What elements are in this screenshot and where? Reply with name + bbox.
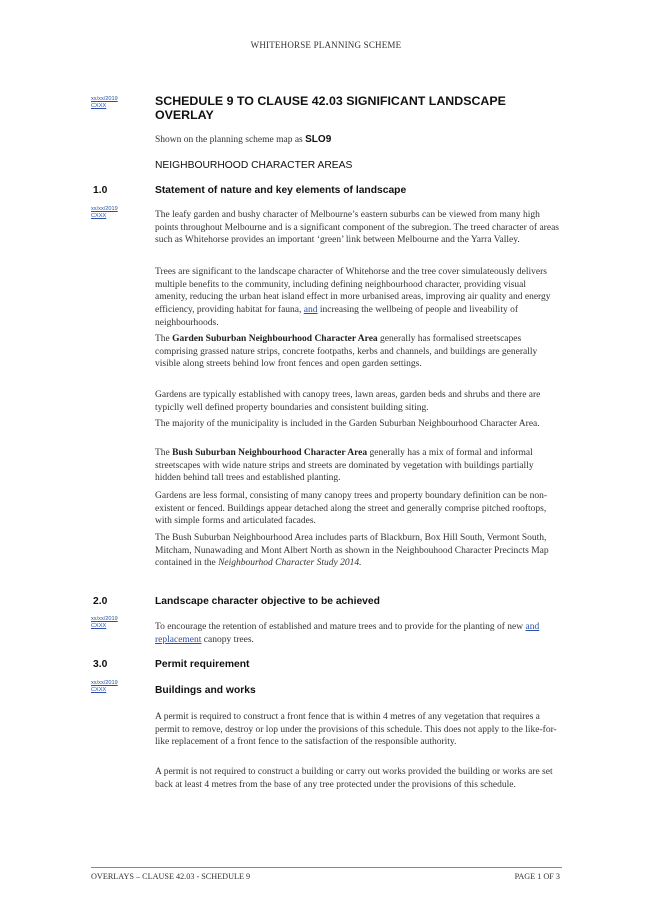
paragraph-text: To encourage the retention of established and mature trees and to provide for the planting of new [155,622,526,632]
stamp-ref[interactable]: CXXX [91,103,107,109]
map-note [155,134,560,147]
stamp-date[interactable]: xx/xx/2019 [91,206,118,212]
paragraph-text: The [155,334,173,344]
paragraph-text: The [155,448,173,458]
paragraph: A permit is not required to construct a building or carry out works provided the building or works are set back at least 4 metres from the base of any tree protected under the provisions of this schedule. [155,767,553,790]
paragraph: Gardens are less formal, consisting of many canopy trees and property boundary definition can be non-existent or fenced. Buildings appear detached along the street and generally comprise pitched rooftops, with simple forms and articulated facades. [155,491,548,527]
inline-link[interactable]: and replacement [155,622,540,645]
footer-left: OVERLAYS – CLAUSE 42.03 - SCHEDULE 9 [91,872,251,881]
amendment-stamp[interactable] [91,616,118,630]
paragraph-text: Trees are significant to the landscape character of Whitehorse and the tree cover simulateously delivers multiple benefits to the community, including defining neighbourhood character, providing visual amenity, reducing the urban heat island effect in more urbanised areas, improving air quality and energy efficiency, providing habitat for fauna, [155,267,551,316]
section-1-number: 1.0 [93,185,108,196]
section-3-heading: Permit requirement [155,659,250,670]
stamp-date[interactable]: xx/xx/2019 [91,616,118,622]
amendment-stamp[interactable] [91,206,118,220]
amendment-stamp[interactable] [91,96,118,110]
section-1-heading: Statement of nature and key elements of landscape [155,185,407,196]
inline-link[interactable]: and [303,305,318,316]
stamp-ref[interactable]: CXXX [91,213,107,219]
bold-term: Garden Suburban Neighbourhood Character Area [172,334,378,344]
page-number: PAGE 1 OF 3 [514,872,560,881]
document-title: SCHEDULE 9 TO CLAUSE 42.03 SIGNIFICANT LANDSCAPE OVERLAY [155,94,506,122]
paragraph [155,621,560,646]
map-note-text: Shown on the planning scheme map as [155,135,306,145]
paragraph: A permit is required to construct a front fence that is within 4 metres of any vegetation that requires a permit to remove, destroy or lop under the provisions of this schedule. This does not apply to the like-for-like replacement of a front fence to the satisfaction of the responsible authority. [155,712,557,748]
stamp-ref[interactable]: CXXX [91,623,107,629]
paragraph [155,266,560,330]
subtitle: NEIGHBOURHOOD CHARACTER AREAS [155,160,353,171]
footer-divider [91,867,562,868]
section-2-heading: Landscape character objective to be achieved [155,596,380,607]
paragraph: The leafy garden and bushy character of Melbourne’s eastern suburbs can be viewed from many high points throughout Melbourne and is a significant component of the subregion. The treed character of areas such as Whitehorse provides an important ‘green’ link between Melbourne and the Yarra Valley. [155,210,559,246]
paragraph-text: canopy trees. [201,634,254,645]
stamp-date[interactable]: xx/xx/2019 [91,96,118,102]
amendment-stamp[interactable] [91,680,118,694]
paragraph [155,333,560,371]
paragraph-text: generally has formalised streetscapes comprising grassed nature strips, concrete footpaths, kerbs and channels, and buildings are generally visible along streets behind low front fences and open garden settings. [155,334,538,370]
section-3-number: 3.0 [93,659,108,670]
stamp-ref[interactable]: CXXX [91,687,107,693]
italic-reference: Neighbourhod Character Study 2014. [218,558,362,569]
subsection-heading: Buildings and works [155,685,256,696]
paragraph: The majority of the municipality is included in the Garden Suburban Neighbourhood Character Area. [155,419,540,429]
bold-term: Bush Suburban Neighbourhood Character Area [172,448,368,458]
paragraph [155,447,560,485]
paragraph-text: generally has a mix of formal and informal streetscapes with wide nature strips and streets are dominated by vegetation with buildings partially hidden behind tall trees and established planting. [155,448,534,484]
map-code: SLO9 [305,134,332,145]
section-2-number: 2.0 [93,596,108,607]
running-header: WHITEHORSE PLANNING SCHEME [250,40,402,50]
paragraph: Gardens are typically established with canopy trees, lawn areas, garden beds and shrubs and there are typiclly well defined property boundaries and consistent building siting. [155,390,541,413]
paragraph-text: increasing the wellbeing of people and liveability of neighbourhoods. [155,305,518,328]
paragraph-text: The Bush Suburban Neighbourhood Area includes parts of Blackburn, Box Hill South, Vermont South, Mitcham, Nunawading and Mont Albert North as shown in the Neighbouhood Character Precincts Map contained in the [155,533,549,569]
paragraph [155,532,560,570]
stamp-date[interactable]: xx/xx/2019 [91,680,118,686]
